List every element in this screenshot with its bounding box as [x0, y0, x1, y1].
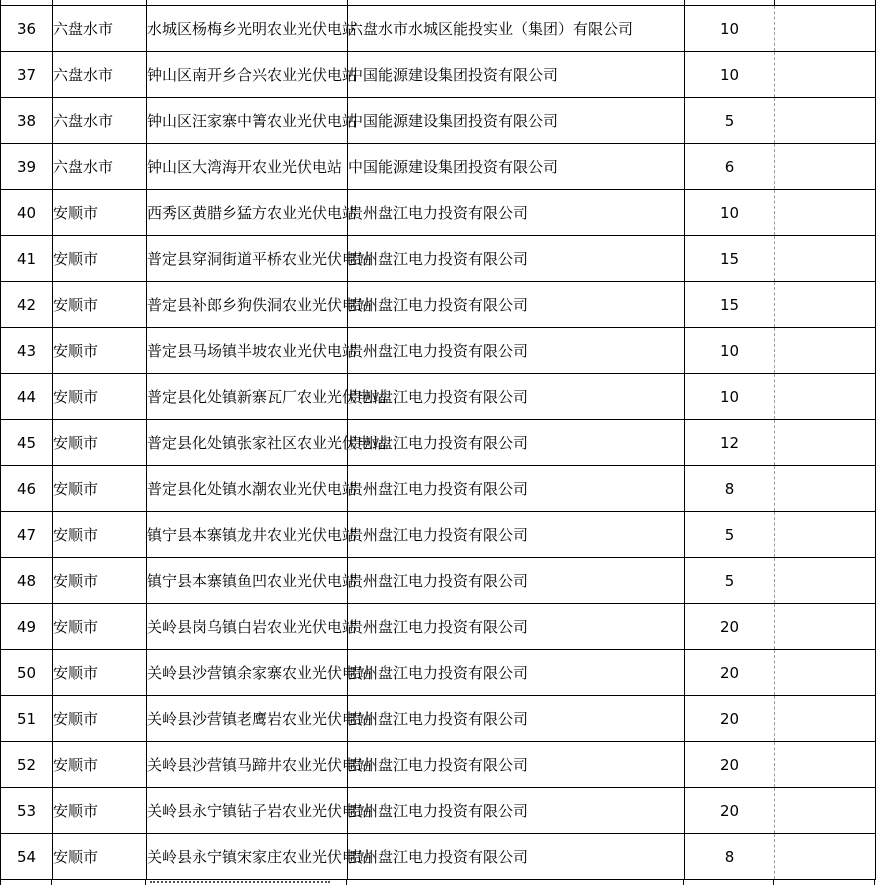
cell-company[interactable]: 贵州盘江电力投资有限公司 — [348, 328, 685, 374]
cell-note[interactable] — [775, 190, 876, 236]
cell-note[interactable] — [775, 52, 876, 98]
table-row — [1, 650, 876, 696]
cell-city[interactable]: 安顺市 — [53, 374, 147, 420]
cell-capacity[interactable]: 5 — [685, 558, 775, 604]
cell-city[interactable]: 安顺市 — [53, 558, 147, 604]
table-row — [1, 466, 876, 512]
cell-station-name[interactable]: 关岭县岗乌镇白岩农业光伏电站 — [147, 604, 348, 650]
cell-company[interactable]: 贵州盘江电力投资有限公司 — [348, 466, 685, 512]
table-row — [1, 834, 876, 880]
cell-capacity[interactable]: 8 — [685, 834, 775, 880]
cell-station-name[interactable]: 西秀区黄腊乡猛方农业光伏电站 — [147, 190, 348, 236]
cell-number[interactable]: 41 — [1, 236, 53, 282]
cell-number[interactable]: 39 — [1, 144, 53, 190]
cell-company[interactable]: 中国能源建设集团投资有限公司 — [348, 98, 685, 144]
cell-note[interactable] — [775, 788, 876, 834]
cell-city[interactable]: 六盘水市 — [53, 144, 147, 190]
cell-capacity[interactable]: 10 — [685, 52, 775, 98]
cell-note[interactable] — [775, 374, 876, 420]
cell-company[interactable]: 贵州盘江电力投资有限公司 — [348, 650, 685, 696]
cell-capacity[interactable]: 20 — [685, 650, 775, 696]
cell-city[interactable]: 六盘水市 — [53, 98, 147, 144]
cell-number[interactable]: 52 — [1, 742, 53, 788]
cell-number[interactable]: 51 — [1, 696, 53, 742]
cell-station-name[interactable]: 普定县穿洞街道平桥农业光伏电站 — [147, 236, 348, 282]
project-table — [0, 5, 876, 880]
table-row — [1, 98, 876, 144]
cell-station-name[interactable]: 普定县化处镇水潮农业光伏电站 — [147, 466, 348, 512]
cell-number[interactable]: 40 — [1, 190, 53, 236]
cell-capacity[interactable]: 6 — [685, 144, 775, 190]
cell-capacity[interactable]: 20 — [685, 788, 775, 834]
cell-note[interactable] — [775, 742, 876, 788]
cell-company[interactable]: 贵州盘江电力投资有限公司 — [348, 558, 685, 604]
cell-station-name[interactable]: 关岭县沙营镇余家寨农业光伏电站 — [147, 650, 348, 696]
cell-company[interactable]: 贵州盘江电力投资有限公司 — [348, 604, 685, 650]
next-row-edge — [0, 880, 875, 885]
cell-station-name[interactable]: 水城区杨梅乡光明农业光伏电站 — [147, 6, 348, 52]
cell-note[interactable] — [775, 466, 876, 512]
table-row — [1, 282, 876, 328]
cell-note[interactable] — [775, 6, 876, 52]
cell-station-name[interactable]: 钟山区南开乡合兴农业光伏电站 — [147, 52, 348, 98]
table-row — [1, 236, 876, 282]
cell-number[interactable]: 50 — [1, 650, 53, 696]
cell-number[interactable]: 42 — [1, 282, 53, 328]
table-row — [1, 512, 876, 558]
cell-station-name[interactable]: 镇宁县本寨镇鱼凹农业光伏电站 — [147, 558, 348, 604]
cell-number[interactable]: 46 — [1, 466, 53, 512]
cell-capacity[interactable]: 15 — [685, 282, 775, 328]
cell-station-name[interactable]: 关岭县沙营镇老鹰岩农业光伏电站 — [147, 696, 348, 742]
cell-company[interactable]: 贵州盘江电力投资有限公司 — [348, 696, 685, 742]
cell-number[interactable]: 43 — [1, 328, 53, 374]
cell-city[interactable]: 安顺市 — [53, 512, 147, 558]
cell-note[interactable] — [775, 558, 876, 604]
table-row — [1, 328, 876, 374]
cell-note[interactable] — [775, 420, 876, 466]
cell-note[interactable] — [775, 512, 876, 558]
cell-city[interactable]: 安顺市 — [53, 834, 147, 880]
table-row — [1, 52, 876, 98]
cell-number[interactable]: 48 — [1, 558, 53, 604]
table-row — [1, 6, 876, 52]
cell-company[interactable]: 贵州盘江电力投资有限公司 — [348, 788, 685, 834]
cell-station-name[interactable]: 关岭县永宁镇钻子岩农业光伏电站 — [147, 788, 348, 834]
cell-note[interactable] — [775, 696, 876, 742]
cell-capacity[interactable]: 10 — [685, 328, 775, 374]
table-row — [1, 190, 876, 236]
cell-company[interactable]: 贵州盘江电力投资有限公司 — [348, 512, 685, 558]
table-row — [1, 604, 876, 650]
cell-note[interactable] — [775, 236, 876, 282]
cell-capacity[interactable]: 10 — [685, 374, 775, 420]
cell-station-name[interactable]: 镇宁县本寨镇龙井农业光伏电站 — [147, 512, 348, 558]
cell-station-name[interactable]: 关岭县永宁镇宋家庄农业光伏电站 — [147, 834, 348, 880]
cell-number[interactable]: 47 — [1, 512, 53, 558]
cell-company[interactable]: 贵州盘江电力投资有限公司 — [348, 742, 685, 788]
cell-city[interactable]: 安顺市 — [53, 466, 147, 512]
cell-company[interactable]: 贵州盘江电力投资有限公司 — [348, 834, 685, 880]
cell-city[interactable]: 六盘水市 — [53, 52, 147, 98]
cell-city[interactable]: 安顺市 — [53, 604, 147, 650]
cell-note[interactable] — [775, 650, 876, 696]
cell-capacity[interactable]: 20 — [685, 604, 775, 650]
cell-city[interactable]: 安顺市 — [53, 328, 147, 374]
cell-station-name[interactable]: 普定县马场镇半坡农业光伏电站 — [147, 328, 348, 374]
cell-city[interactable]: 安顺市 — [53, 282, 147, 328]
table-row — [1, 788, 876, 834]
cell-station-name[interactable]: 普定县化处镇新寨瓦厂农业光伏电站 — [147, 374, 348, 420]
cell-company[interactable]: 贵州盘江电力投资有限公司 — [348, 374, 685, 420]
cell-city[interactable]: 安顺市 — [53, 696, 147, 742]
table-body — [1, 6, 876, 880]
cell-company[interactable]: 贵州盘江电力投资有限公司 — [348, 282, 685, 328]
cell-number[interactable]: 53 — [1, 788, 53, 834]
cell-number[interactable]: 44 — [1, 374, 53, 420]
cell-company[interactable]: 中国能源建设集团投资有限公司 — [348, 52, 685, 98]
cell-company[interactable]: 贵州盘江电力投资有限公司 — [348, 420, 685, 466]
cell-capacity[interactable]: 5 — [685, 512, 775, 558]
table-row — [1, 420, 876, 466]
cell-city[interactable]: 六盘水市 — [53, 6, 147, 52]
table-row — [1, 374, 876, 420]
cell-note[interactable] — [775, 834, 876, 880]
cell-station-name[interactable]: 普定县化处镇张家社区农业光伏电站 — [147, 420, 348, 466]
cell-number[interactable]: 45 — [1, 420, 53, 466]
table-row — [1, 144, 876, 190]
cell-capacity[interactable]: 10 — [685, 6, 775, 52]
cell-station-name[interactable]: 钟山区大湾海开农业光伏电站 — [147, 144, 348, 190]
cell-company[interactable]: 六盘水市水城区能投实业（集团）有限公司 — [348, 6, 685, 52]
cell-capacity[interactable]: 20 — [685, 742, 775, 788]
table-row — [1, 696, 876, 742]
cell-station-name[interactable]: 普定县补郎乡狗佚洞农业光伏电站 — [147, 282, 348, 328]
cell-company[interactable]: 贵州盘江电力投资有限公司 — [348, 190, 685, 236]
cell-capacity[interactable]: 5 — [685, 98, 775, 144]
cell-city[interactable]: 安顺市 — [53, 420, 147, 466]
cell-note[interactable] — [775, 328, 876, 374]
cell-number[interactable]: 38 — [1, 98, 53, 144]
cell-station-name[interactable]: 关岭县沙营镇马蹄井农业光伏电站 — [147, 742, 348, 788]
cell-city[interactable]: 安顺市 — [53, 236, 147, 282]
table-row — [1, 558, 876, 604]
cell-number[interactable]: 37 — [1, 52, 53, 98]
cell-company[interactable]: 贵州盘江电力投资有限公司 — [348, 236, 685, 282]
cell-note[interactable] — [775, 98, 876, 144]
cell-city[interactable]: 安顺市 — [53, 742, 147, 788]
cell-note[interactable] — [775, 604, 876, 650]
cell-city[interactable]: 安顺市 — [53, 650, 147, 696]
cell-number[interactable]: 49 — [1, 604, 53, 650]
cell-capacity[interactable]: 10 — [685, 190, 775, 236]
cell-capacity[interactable]: 12 — [685, 420, 775, 466]
cell-station-name[interactable]: 钟山区汪家寨中箐农业光伏电站 — [147, 98, 348, 144]
cell-note[interactable] — [775, 282, 876, 328]
cell-number[interactable]: 54 — [1, 834, 53, 880]
cell-capacity[interactable]: 8 — [685, 466, 775, 512]
cell-company[interactable]: 中国能源建设集团投资有限公司 — [348, 144, 685, 190]
cell-city[interactable]: 安顺市 — [53, 190, 147, 236]
table-row — [1, 742, 876, 788]
cell-note[interactable] — [775, 144, 876, 190]
cell-city[interactable]: 安顺市 — [53, 788, 147, 834]
cell-capacity[interactable]: 15 — [685, 236, 775, 282]
cell-capacity[interactable]: 20 — [685, 696, 775, 742]
cell-number[interactable]: 36 — [1, 6, 53, 52]
